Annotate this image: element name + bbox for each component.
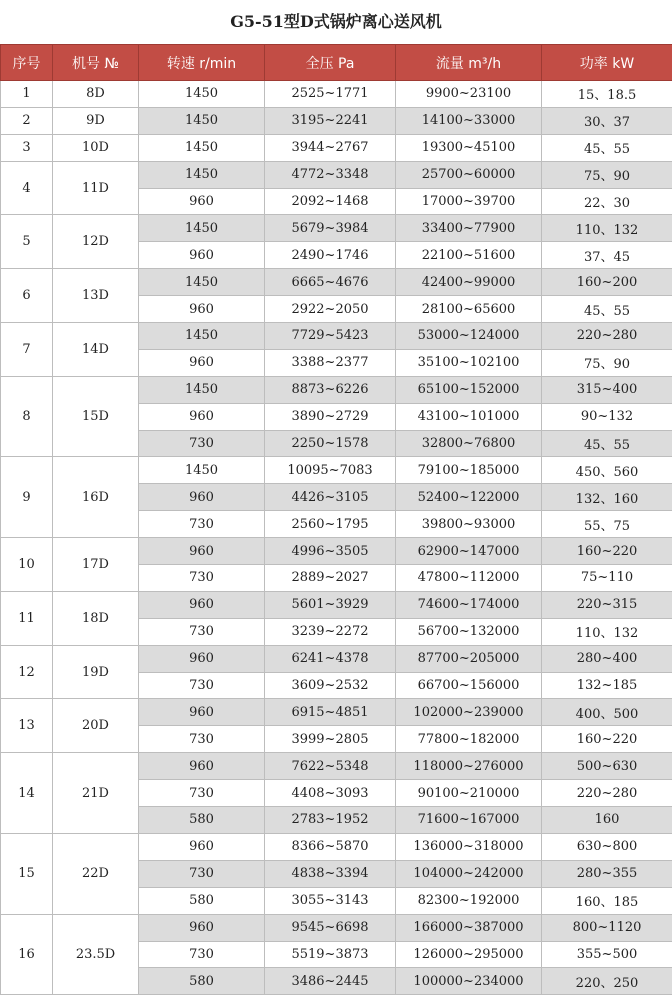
speed-cell: 960 [139,296,265,323]
table-row [1,323,672,350]
speed-cell: 730 [139,618,265,645]
power-cell: 90~132 [542,403,672,430]
flow-cell: 77800~182000 [396,726,542,753]
power-cell: 45、55 [542,430,672,457]
speed-cell: 960 [139,242,265,269]
flow-cell: 35100~102100 [396,349,542,376]
flow-cell: 79100~185000 [396,457,542,484]
speed-cell: 960 [139,753,265,780]
model-number-cell: 15D [53,376,139,457]
serial-number-cell: 15 [1,833,53,914]
flow-cell: 71600~167000 [396,807,542,834]
power-cell: 220~280 [542,323,672,350]
power-cell: 132、160 [542,484,672,511]
pressure-cell: 2560~1795 [265,511,396,538]
power-cell: 75、90 [542,161,672,188]
pressure-cell: 4426~3105 [265,484,396,511]
power-cell: 160~220 [542,726,672,753]
model-number-cell: 9D [53,107,139,134]
flow-cell: 136000~318000 [396,833,542,860]
pressure-cell: 3944~2767 [265,134,396,161]
pressure-cell: 3609~2532 [265,672,396,699]
pressure-cell: 5679~3984 [265,215,396,242]
power-cell: 800~1120 [542,914,672,941]
power-cell: 280~400 [542,645,672,672]
header-cell: 序号 [1,45,53,81]
speed-cell: 1450 [139,376,265,403]
table-row [1,215,672,242]
power-cell: 75、90 [542,349,672,376]
power-cell: 55、75 [542,511,672,538]
speed-cell: 960 [139,914,265,941]
flow-cell: 74600~174000 [396,591,542,618]
power-cell: 630~800 [542,833,672,860]
power-cell: 160、185 [542,887,672,914]
table-row [1,914,672,941]
power-cell: 75~110 [542,565,672,592]
model-number-cell: 17D [53,538,139,592]
table-row [1,699,672,726]
serial-number-cell: 16 [1,914,53,995]
pressure-cell: 9545~6698 [265,914,396,941]
table-row [1,753,672,780]
power-cell: 160~200 [542,269,672,296]
flow-cell: 19300~45100 [396,134,542,161]
speed-cell: 960 [139,403,265,430]
power-cell: 22、30 [542,188,672,215]
serial-number-cell: 3 [1,134,53,161]
flow-cell: 90100~210000 [396,780,542,807]
model-number-cell: 14D [53,323,139,377]
power-cell: 45、55 [542,134,672,161]
model-number-cell: 18D [53,591,139,645]
pressure-cell: 4772~3348 [265,161,396,188]
pressure-cell: 4996~3505 [265,538,396,565]
header-cell: 机号 № [53,45,139,81]
power-cell: 355~500 [542,941,672,968]
model-number-cell: 8D [53,81,139,108]
serial-number-cell: 4 [1,161,53,215]
serial-number-cell: 13 [1,699,53,753]
serial-number-cell: 7 [1,323,53,377]
flow-cell: 14100~33000 [396,107,542,134]
power-cell: 315~400 [542,376,672,403]
flow-cell: 43100~101000 [396,403,542,430]
model-number-cell: 16D [53,457,139,538]
flow-cell: 87700~205000 [396,645,542,672]
pressure-cell: 7622~5348 [265,753,396,780]
flow-cell: 118000~276000 [396,753,542,780]
flow-cell: 52400~122000 [396,484,542,511]
speed-cell: 730 [139,860,265,887]
pressure-cell: 4838~3394 [265,860,396,887]
model-number-cell: 13D [53,269,139,323]
flow-cell: 32800~76800 [396,430,542,457]
pressure-cell: 6241~4378 [265,645,396,672]
flow-cell: 25700~60000 [396,161,542,188]
power-cell: 500~630 [542,753,672,780]
model-number-cell: 12D [53,215,139,269]
flow-cell: 28100~65600 [396,296,542,323]
serial-number-cell: 5 [1,215,53,269]
flow-cell: 126000~295000 [396,941,542,968]
speed-cell: 580 [139,807,265,834]
table-row [1,134,672,161]
power-cell: 132~185 [542,672,672,699]
pressure-cell: 3999~2805 [265,726,396,753]
pressure-cell: 7729~5423 [265,323,396,350]
flow-cell: 62900~147000 [396,538,542,565]
flow-cell: 22100~51600 [396,242,542,269]
speed-cell: 960 [139,591,265,618]
pressure-cell: 5601~3929 [265,591,396,618]
power-cell: 30、37 [542,107,672,134]
model-number-cell: 22D [53,833,139,914]
power-cell: 15、18.5 [542,81,672,108]
flow-cell: 104000~242000 [396,860,542,887]
speed-cell: 960 [139,538,265,565]
speed-cell: 960 [139,645,265,672]
speed-cell: 730 [139,672,265,699]
model-number-cell: 23.5D [53,914,139,995]
speed-cell: 580 [139,968,265,995]
pressure-cell: 2490~1746 [265,242,396,269]
power-cell: 37、45 [542,242,672,269]
power-cell: 110、132 [542,215,672,242]
serial-number-cell: 10 [1,538,53,592]
model-number-cell: 11D [53,161,139,215]
speed-cell: 960 [139,833,265,860]
power-cell: 45、55 [542,296,672,323]
pressure-cell: 4408~3093 [265,780,396,807]
speed-cell: 1450 [139,134,265,161]
speed-cell: 730 [139,941,265,968]
power-cell: 220、250 [542,968,672,995]
pressure-cell: 6665~4676 [265,269,396,296]
power-cell: 400、500 [542,699,672,726]
flow-cell: 166000~387000 [396,914,542,941]
pressure-cell: 3195~2241 [265,107,396,134]
power-cell: 220~315 [542,591,672,618]
fan-spec-table [0,44,672,995]
table-row [1,591,672,618]
speed-cell: 1450 [139,269,265,296]
serial-number-cell: 14 [1,753,53,834]
flow-cell: 47800~112000 [396,565,542,592]
flow-cell: 39800~93000 [396,511,542,538]
flow-cell: 42400~99000 [396,269,542,296]
pressure-cell: 10095~7083 [265,457,396,484]
pressure-cell: 3890~2729 [265,403,396,430]
pressure-cell: 8873~6226 [265,376,396,403]
table-row [1,457,672,484]
speed-cell: 1450 [139,161,265,188]
table-row [1,833,672,860]
table-row [1,107,672,134]
model-number-cell: 21D [53,753,139,834]
pressure-cell: 2783~1952 [265,807,396,834]
flow-cell: 9900~23100 [396,81,542,108]
table-row [1,376,672,403]
power-cell: 450、560 [542,457,672,484]
flow-cell: 82300~192000 [396,887,542,914]
flow-cell: 102000~239000 [396,699,542,726]
table-header-row [1,45,672,81]
power-cell: 280~355 [542,860,672,887]
pressure-cell: 2525~1771 [265,81,396,108]
serial-number-cell: 8 [1,376,53,457]
serial-number-cell: 2 [1,107,53,134]
flow-cell: 53000~124000 [396,323,542,350]
speed-cell: 1450 [139,323,265,350]
flow-cell: 17000~39700 [396,188,542,215]
speed-cell: 1450 [139,457,265,484]
model-number-cell: 20D [53,699,139,753]
serial-number-cell: 11 [1,591,53,645]
serial-number-cell: 1 [1,81,53,108]
flow-cell: 100000~234000 [396,968,542,995]
pressure-cell: 3388~2377 [265,349,396,376]
table-row [1,161,672,188]
speed-cell: 730 [139,430,265,457]
power-cell: 160~220 [542,538,672,565]
speed-cell: 580 [139,887,265,914]
speed-cell: 960 [139,188,265,215]
pressure-cell: 2889~2027 [265,565,396,592]
power-cell: 160 [542,807,672,834]
model-number-cell: 10D [53,134,139,161]
pressure-cell: 5519~3873 [265,941,396,968]
flow-cell: 56700~132000 [396,618,542,645]
model-number-cell: 19D [53,645,139,699]
pressure-cell: 3486~2445 [265,968,396,995]
page-title: G5-51型D式锅炉离心送风机 [0,0,672,44]
speed-cell: 730 [139,780,265,807]
speed-cell: 1450 [139,215,265,242]
pressure-cell: 3055~3143 [265,887,396,914]
power-cell: 220~280 [542,780,672,807]
table-row [1,645,672,672]
pressure-cell: 2092~1468 [265,188,396,215]
serial-number-cell: 6 [1,269,53,323]
header-cell: 流量 m³/h [396,45,542,81]
speed-cell: 730 [139,565,265,592]
pressure-cell: 2922~2050 [265,296,396,323]
table-row [1,81,672,108]
speed-cell: 730 [139,726,265,753]
table-row [1,269,672,296]
header-cell: 功率 kW [542,45,672,81]
power-cell: 110、132 [542,618,672,645]
speed-cell: 1450 [139,81,265,108]
table-row [1,538,672,565]
serial-number-cell: 9 [1,457,53,538]
flow-cell: 65100~152000 [396,376,542,403]
speed-cell: 730 [139,511,265,538]
header-cell: 全压 Pa [265,45,396,81]
pressure-cell: 8366~5870 [265,833,396,860]
flow-cell: 66700~156000 [396,672,542,699]
speed-cell: 960 [139,349,265,376]
pressure-cell: 6915~4851 [265,699,396,726]
speed-cell: 1450 [139,107,265,134]
speed-cell: 960 [139,484,265,511]
pressure-cell: 3239~2272 [265,618,396,645]
header-cell: 转速 r/min [139,45,265,81]
pressure-cell: 2250~1578 [265,430,396,457]
serial-number-cell: 12 [1,645,53,699]
speed-cell: 960 [139,699,265,726]
flow-cell: 33400~77900 [396,215,542,242]
